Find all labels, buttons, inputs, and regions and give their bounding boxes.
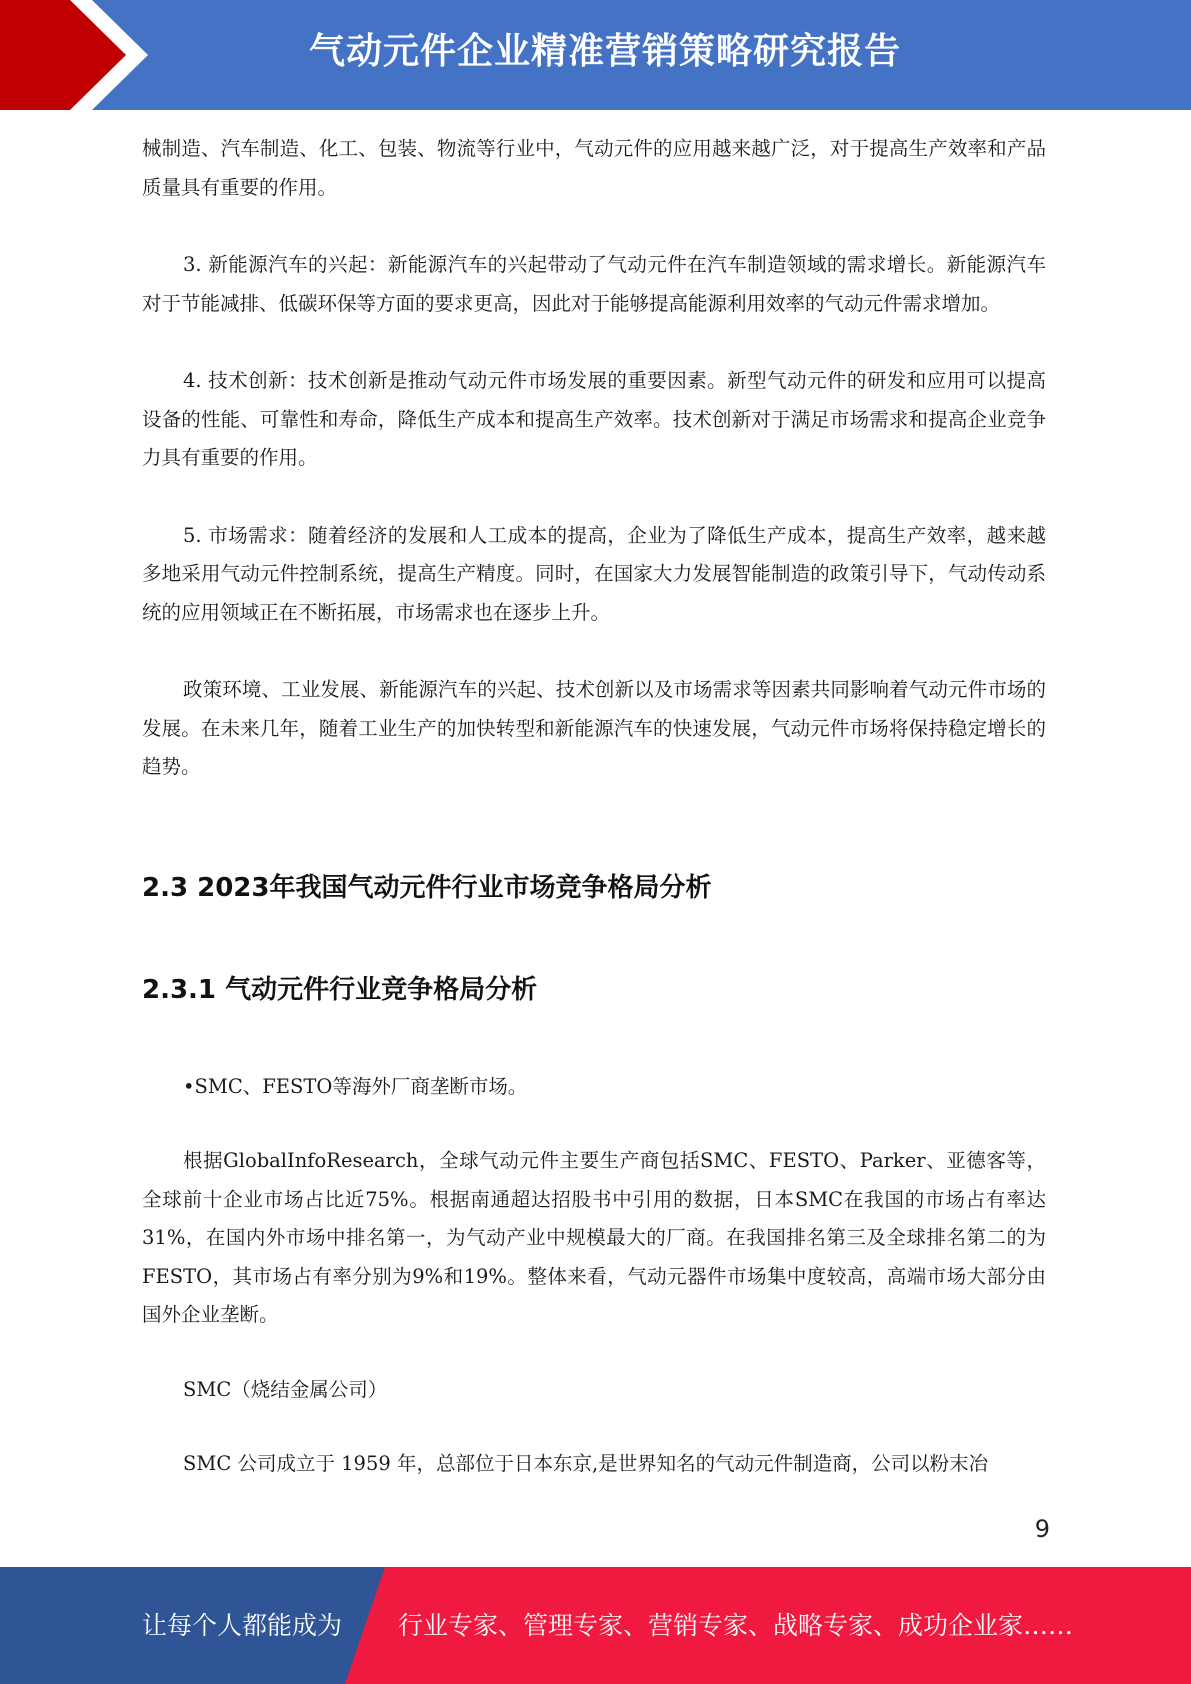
bullet-point: •SMC、FESTO等海外厂商垄断市场。 <box>183 1074 528 1098</box>
paragraph-3: 4. 技术创新：技术创新是推动气动元件市场发展的重要因素。新型气动元件的研发和应用可以提高设备的性能、可靠性和寿命，降低生产成本和提高生产效率。技术创新对于满足市场需求和提高企业竞争力具有重要的作用。 <box>142 369 1046 469</box>
page-number: 9 <box>1034 1515 1050 1543</box>
footer-slogan-left: 让每个人都能成为 <box>142 1611 343 1640</box>
paragraph-2: 3. 新能源汽车的兴起：新能源汽车的兴起带动了气动元件在汽车制造领域的需求增长。新能源汽车对于节能减排、低碳环保等方面的要求更高，因此对于能够提高能源利用效率的气动元件需求增加。 <box>142 253 1046 315</box>
page-body <box>142 130 1046 1484</box>
paragraph-7: SMC 公司成立于 1959 年，总部位于日本东京,是世界知名的气动元件制造商，公司以粉末冶 <box>183 1452 989 1475</box>
paragraph-5: 政策环境、工业发展、新能源汽车的兴起、技术创新以及市场需求等因素共同影响着气动元件市场的发展。在未来几年，随着工业生产的加快转型和新能源汽车的快速发展，气动元件市场将保持稳定增长的趋势。 <box>142 678 1046 778</box>
paragraph-4: 5. 市场需求：随着经济的发展和人工成本的提高，企业为了降低生产成本，提高生产效率，越来越多地采用气动元件控制系统，提高生产精度。同时，在国家大力发展智能制造的政策引导下，气动传动系统的应用领域正在不断拓展，市场需求也在逐步上升。 <box>142 523 1046 624</box>
paragraph-6: 根据GlobalInfoResearch，全球气动元件主要生产商包括SMC、FESTO、Parker、亚德客等，全球前十企业市场占比近75%。根据南通超达招股书中引用的数据，日本SMC在我国的市场占有率达31%，在国内外市场中排名第一，为气动产业中规模最大的厂商。在我国排名第三及全球排名第二的为FESTO，其市场占有率分别为9%和19%。整体来看，气动元器件市场集中度较高，高端市场大部分由国外企业垄断。 <box>142 1149 1046 1326</box>
page-header <box>0 0 1191 110</box>
section-heading: 2.3 2023年我国气动元件行业市场竞争格局分析 <box>142 872 712 903</box>
subsection-heading: 2.3.1 气动元件行业竞争格局分析 <box>142 974 538 1005</box>
footer-slogan-right: 行业专家、管理专家、营销专家、战略专家、成功企业家…… <box>398 1611 1074 1640</box>
paragraph-1: 械制造、汽车制造、化工、包装、物流等行业中，气动元件的应用越来越广泛，对于提高生产效率和产品质量具有重要的作用。 <box>142 137 1046 199</box>
company-label: SMC（烧结金属公司） <box>183 1377 388 1401</box>
report-title: 气动元件企业精准营销策略研究报告 <box>308 31 901 72</box>
page-footer <box>0 1567 1191 1684</box>
